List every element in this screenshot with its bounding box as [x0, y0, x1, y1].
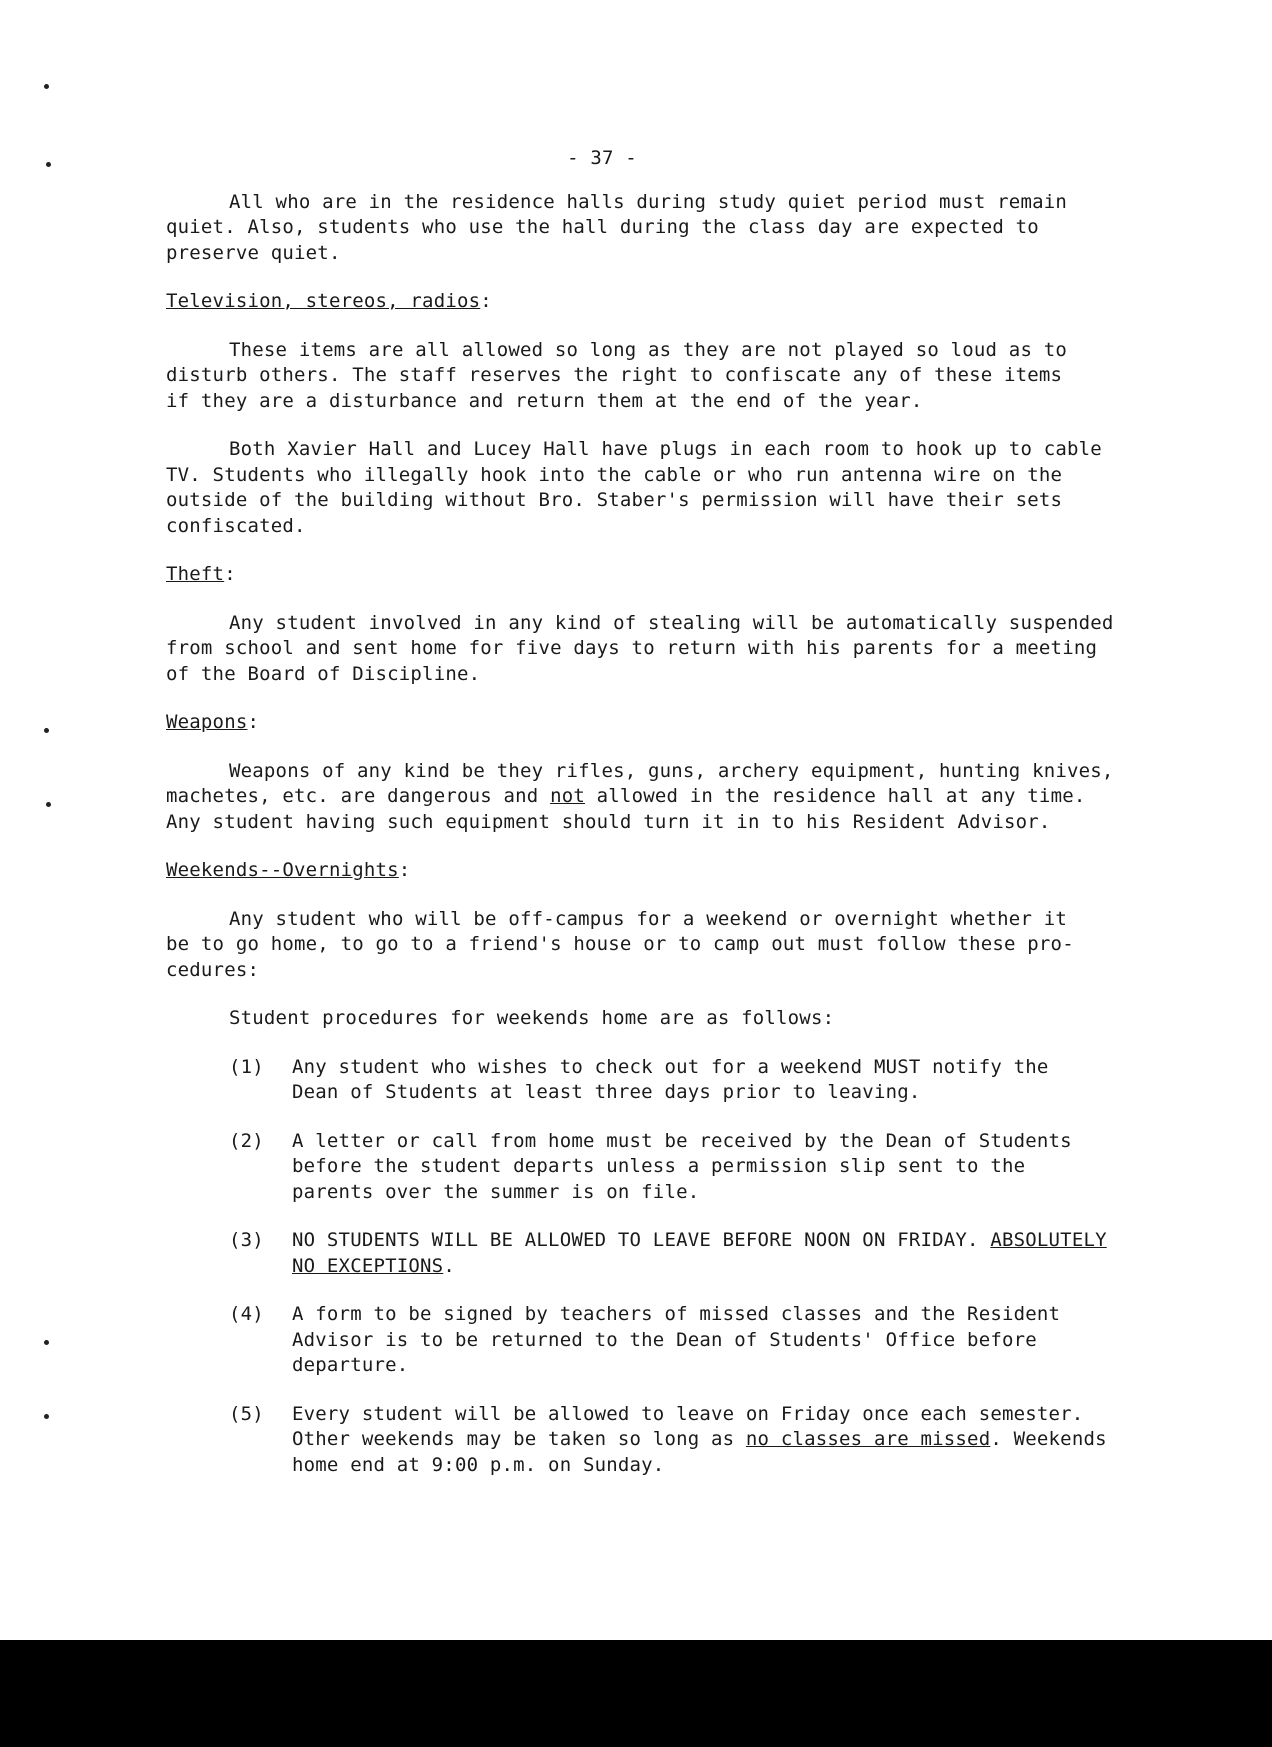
scan-speck	[44, 728, 49, 733]
scan-speck	[46, 802, 51, 807]
procedure-item	[229, 1055, 1196, 1106]
tv-heading-colon: :	[480, 290, 492, 312]
procedure-number: (1)	[229, 1055, 264, 1078]
weapons-text-part1: Weapons of any kind be they rifles, guns, archery equipment, hunting knives, machetes, etc. are dangerous and	[166, 759, 1114, 807]
weekends-paragraph: Any student who will be off-campus for a weekend or overnight whether it be to go home, to go to a friend's house or to camp out must follow these pro- cedures:	[166, 907, 1074, 981]
weapons-text-not: not	[550, 785, 586, 807]
tv-paragraph-2: Both Xavier Hall and Lucey Hall have plugs in each room to hook up to cable TV. Students who illegally hook into the cable or who run antenna wire on the outside of the building without Bro. Staber's permission will have their sets confiscated.	[166, 438, 1102, 537]
procedure-item	[229, 1129, 1196, 1206]
procedure-text: A form to be signed by teachers of missed classes and the Resident Advisor is to be returned to the Dean of Students' Office before departure.	[292, 1303, 1061, 1376]
procedure-text	[292, 1402, 1196, 1479]
procedure-text-part1: NO STUDENTS WILL BE ALLOWED TO LEAVE BEFORE NOON ON FRIDAY.	[292, 1229, 991, 1251]
document-body	[166, 146, 1196, 1501]
weekends-heading-text: Weekends--Overnights	[166, 859, 399, 881]
scan-bottom-band	[0, 1640, 1272, 1747]
procedure-text: A letter or call from home must be received by the Dean of Students before the student departs unless a permission slip sent to the parents over the summer is on file.	[292, 1129, 1072, 1203]
intro-paragraph: All who are in the residence halls during study quiet period must remain quiet. Also, students who use the hall during the class day are expected to preserve quiet.	[166, 190, 1068, 264]
procedure-item	[229, 1402, 1196, 1479]
procedure-item	[229, 1228, 1196, 1279]
procedure-text-part1: Every student will be allowed to leave on Friday once each semester. Other weekends may be taken so long as	[292, 1402, 1084, 1450]
weapons-heading-text: Weapons	[166, 711, 248, 733]
procedure-text-emphasis: ABSOLUTELY NO EXCEPTIONS	[292, 1229, 1107, 1277]
scan-speck	[46, 162, 51, 167]
procedure-number: (2)	[229, 1129, 264, 1152]
tv-heading	[166, 289, 1196, 315]
page-number: - 37 -	[567, 147, 637, 169]
procedure-item	[229, 1302, 1196, 1379]
tv-paragraph-1: These items are all allowed so long as they are not played so loud as to disturb others. The staff reserves the right to confiscate any of these items if they are a disturbance and return them at the end of the year.	[166, 338, 1068, 412]
theft-paragraph: Any student involved in any kind of stealing will be automatically suspended from school and sent home for five days to return with his parents for a meeting of the Board of Discipline.	[166, 611, 1114, 685]
procedure-text-part2: .	[443, 1254, 455, 1277]
theft-heading-text: Theft	[166, 563, 225, 585]
procedure-number: (5)	[229, 1402, 264, 1425]
procedure-text	[292, 1228, 1196, 1279]
theft-heading-colon: :	[224, 563, 236, 585]
weapons-text-part2: allowed in the residence hall at any time. Any student having such equipment should turn it in to his Resident Advisor.	[166, 785, 1086, 833]
weapons-paragraph	[166, 759, 1196, 836]
weekends-heading-colon: :	[398, 859, 411, 881]
scan-speck	[44, 84, 49, 89]
scan-speck	[44, 1340, 49, 1345]
procedures-intro: Student procedures for weekends home are as follows:	[229, 1007, 835, 1029]
procedure-text-part2: . Weekends home end at 9:00 p.m. on Sunday.	[292, 1428, 1107, 1476]
weapons-heading	[166, 710, 1196, 736]
procedure-text-emphasis: no classes are missed	[745, 1428, 991, 1450]
scan-speck	[44, 1414, 49, 1419]
procedure-number: (3)	[229, 1229, 264, 1251]
procedure-text: Any student who wishes to check out for a weekend MUST notify the Dean of Students at least three days prior to leaving.	[292, 1055, 1049, 1103]
weekends-heading	[166, 858, 1196, 884]
weapons-heading-colon: :	[247, 711, 260, 733]
procedures-list	[166, 1055, 1196, 1479]
tv-heading-text: Television, stereos, radios	[166, 290, 481, 312]
procedure-number: (4)	[229, 1303, 264, 1325]
theft-heading	[166, 562, 1196, 588]
